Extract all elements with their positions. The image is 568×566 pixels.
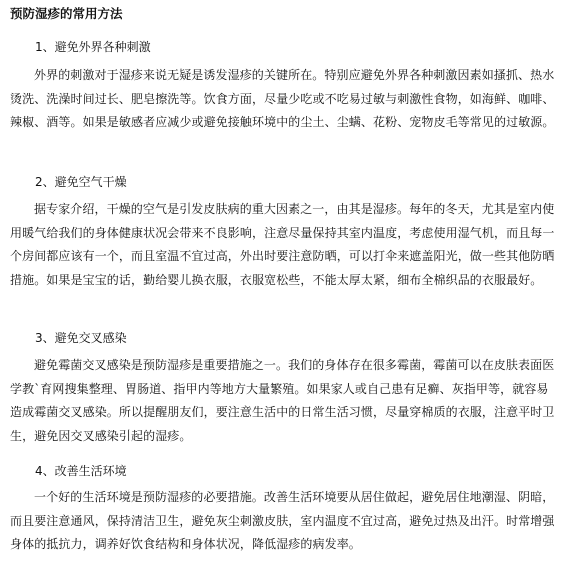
section-heading-1: 1、避免外界各种刺激 xyxy=(35,40,151,54)
section-heading-3: 3、避免交叉感染 xyxy=(35,331,127,345)
section-heading-4: 4、改善生活环境 xyxy=(35,464,127,478)
section-paragraph-1: 外界的刺激对于湿疹来说无疑是诱发湿疹的关键所在。特别应避免外界各种刺激因素如搔抓、热水烫洗、洗澡时间过长、肥皂擦洗等。饮食方面，尽量少吃或不吃易过敏与刺激性食物，如海鲜、咖啡、辣椒、酒等。如果是敏感者应减少或避免接触环境中的尘土、尘螨、花粉、宠物皮毛等常见的过敏源。 xyxy=(10,68,555,129)
section-heading-2: 2、避免空气干燥 xyxy=(35,175,127,189)
section-paragraph-3: 避免霉菌交叉感染是预防湿疹是重要措施之一。我们的身体存在很多霉菌，霉菌可以在皮肤表面医学教`育网搜集整理、胃肠道、指甲内等地方大量繁殖。如果家人或自己患有足癣、灰指甲等，就容易造成霉菌交叉感染。所以提醒朋友们，要注意生活中的日常生活习惯，尽量穿棉质的衣服，注意平时卫生，避免因交叉感染引起的湿疹。 xyxy=(10,358,555,443)
article-title: 预防湿疹的常用方法 xyxy=(10,6,123,21)
section-paragraph-4: 一个好的生活环境是预防湿疹的必要措施。改善生活环境要从居住做起，避免居住地潮湿、阴暗，而且要注意通风，保持清洁卫生，避免灰尘刺激皮肤，室内温度不宜过高，避免过热及出汗。时常增强身体的抵抗力，调养好饮食结构和身体状况，降低湿疹的病发率。 xyxy=(10,490,555,551)
section-paragraph-2: 据专家介绍，干燥的空气是引发皮肤病的重大因素之一，由其是湿疹。每年的冬天，尤其是室内使用暖气给我们的身体健康状况会带来不良影响，注意尽量保持其室内温度，考虑使用湿气机，而且每一个房间都应该有一个，而且室温不宜过高，外出时要注意防晒，可以打伞来遮盖阳光，做一些其他防晒措施。如果是宝宝的话，勤给婴儿换衣服，衣服宽松些，不能太厚太紧，细布全棉织品的衣服最好。 xyxy=(10,202,555,287)
